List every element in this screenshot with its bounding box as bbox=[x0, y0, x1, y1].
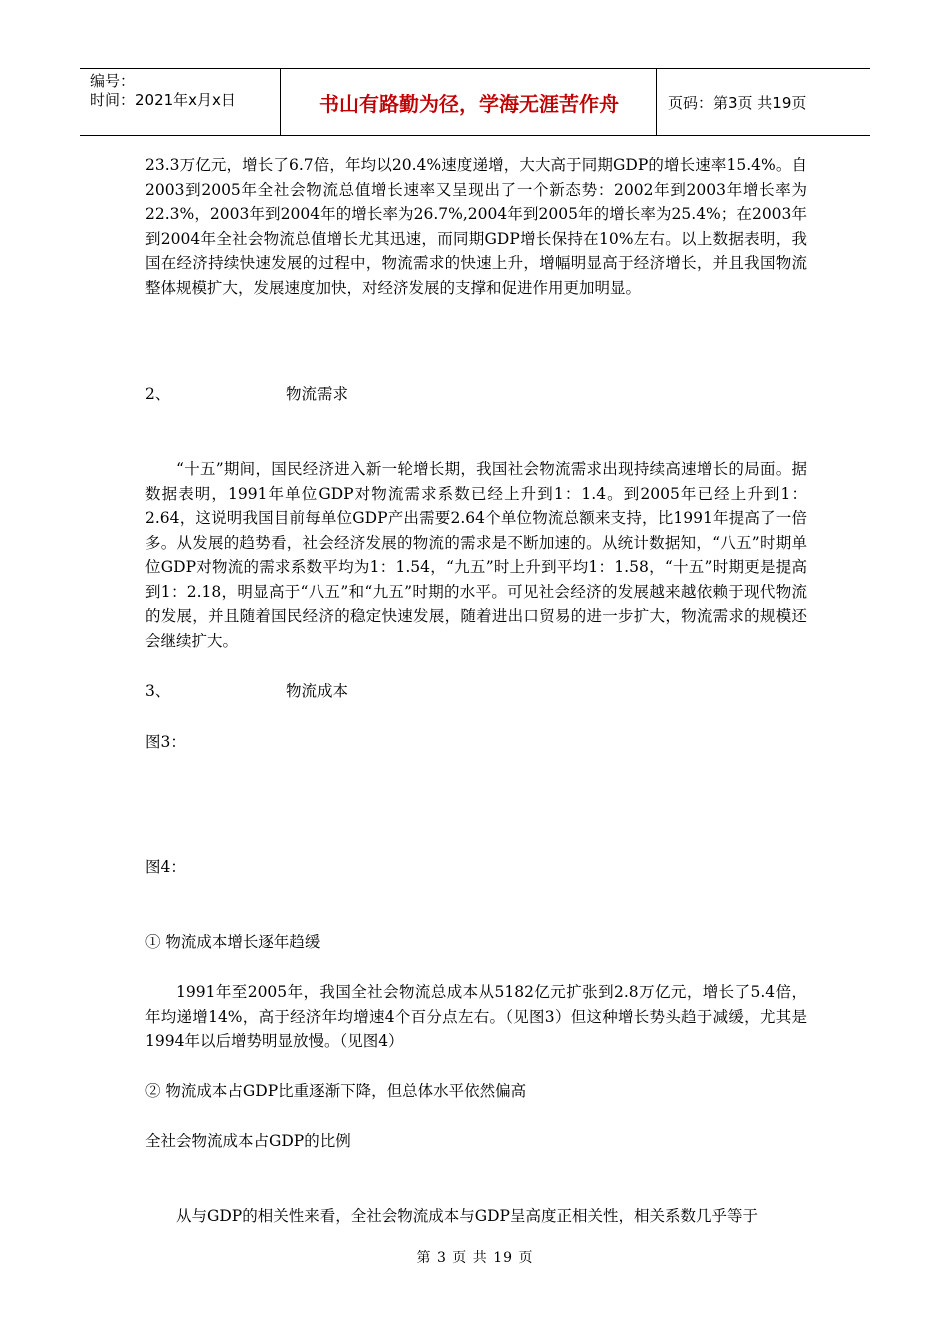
document-number-label: 编号： bbox=[90, 72, 136, 90]
figure-3-label: 图3： bbox=[145, 733, 186, 751]
demand-paragraph: “十五”期间，国民经济进入新一轮增长期，我国社会物流需求出现持续高速增长的局面。据数据表明，1991年单位GDP对物流需求系数已经上升到1：1.4。到2005年已经上升到1：2.64，这说明我国目前每单位GDP产出需要2.64个单位物流总额来支持，比1991年提高了一倍多。从发展的趋势看，社会经济发展的物流的需求是不断加速的。从统计数据知，“八五”时期单位GDP对物流的需求系数平均为1：1.54，“九五”时上升到平均1：1.58，“十五”时期更是提高到1：2.18，明显高于“八五”和“九五”时期的水平。可见社会经济的发展越来越依赖于现代物流的发展，并且随着国民经济的稳定快速发展，随着进出口贸易的进一步扩大，物流需求的规模还会继续扩大。 bbox=[145, 460, 807, 650]
header-divider bbox=[656, 69, 657, 135]
figure-4-label: 图4： bbox=[145, 858, 186, 876]
section-2-number: 2、 bbox=[145, 385, 171, 403]
page-header bbox=[80, 68, 870, 136]
header-page-info: 页码：第3页 共19页 bbox=[668, 93, 807, 112]
intro-paragraph: 23.3万亿元，增长了6.7倍，年均以20.4%速度递增，大大高于同期GDP的增长速率15.4%。自2003到2005年全社会物流总值增长速率又呈现出了一个新态势：2002年到2003年增长率为22.3%，2003年到2004年的增长率为26.7%,2004年到2005年的增长率为25.4%；在2003年到2004年全社会物流总值增长尤其迅速，而同期GDP增长保持在10%左右。以上数据表明，我国在经济持续快速发展的过程中，物流需求的快速上升，增幅明显高于经济增长，并且我国物流整体规模扩大，发展速度加快，对经济发展的支撑和促进作用更加明显。 bbox=[145, 156, 807, 297]
header-motto: 书山有路勤为径，学海无涯苦作舟 bbox=[319, 91, 619, 116]
page-footer: 第 3 页 共 19 页 bbox=[416, 1250, 534, 1266]
ratio-caption: 全社会物流成本占GDP的比例 bbox=[145, 1132, 351, 1150]
section-3-number: 3、 bbox=[145, 682, 171, 700]
header-meta bbox=[80, 69, 280, 135]
cost-paragraph: 1991年至2005年，我国全社会物流总成本从5182亿元扩张到2.8万亿元，增长了5.4倍，年均递增14%，高于经济年均增速4个百分点左右。（见图3）但这种增长势头趋于减缓，尤其是1994年以后增势明显放慢。（见图4） bbox=[145, 983, 807, 1050]
section-2-title: 物流需求 bbox=[286, 385, 349, 403]
point-2-heading: ② 物流成本占GDP比重逐渐下降，但总体水平依然偏高 bbox=[145, 1082, 527, 1100]
correlation-paragraph: 从与GDP的相关性来看，全社会物流成本与GDP呈高度正相关性，相关系数几乎等于 bbox=[176, 1207, 758, 1225]
section-3-title: 物流成本 bbox=[286, 682, 349, 700]
header-divider bbox=[280, 69, 281, 135]
document-time-label: 时间：2021年x月x日 bbox=[90, 91, 236, 109]
point-1-heading: ① 物流成本增长逐年趋缓 bbox=[145, 933, 321, 951]
